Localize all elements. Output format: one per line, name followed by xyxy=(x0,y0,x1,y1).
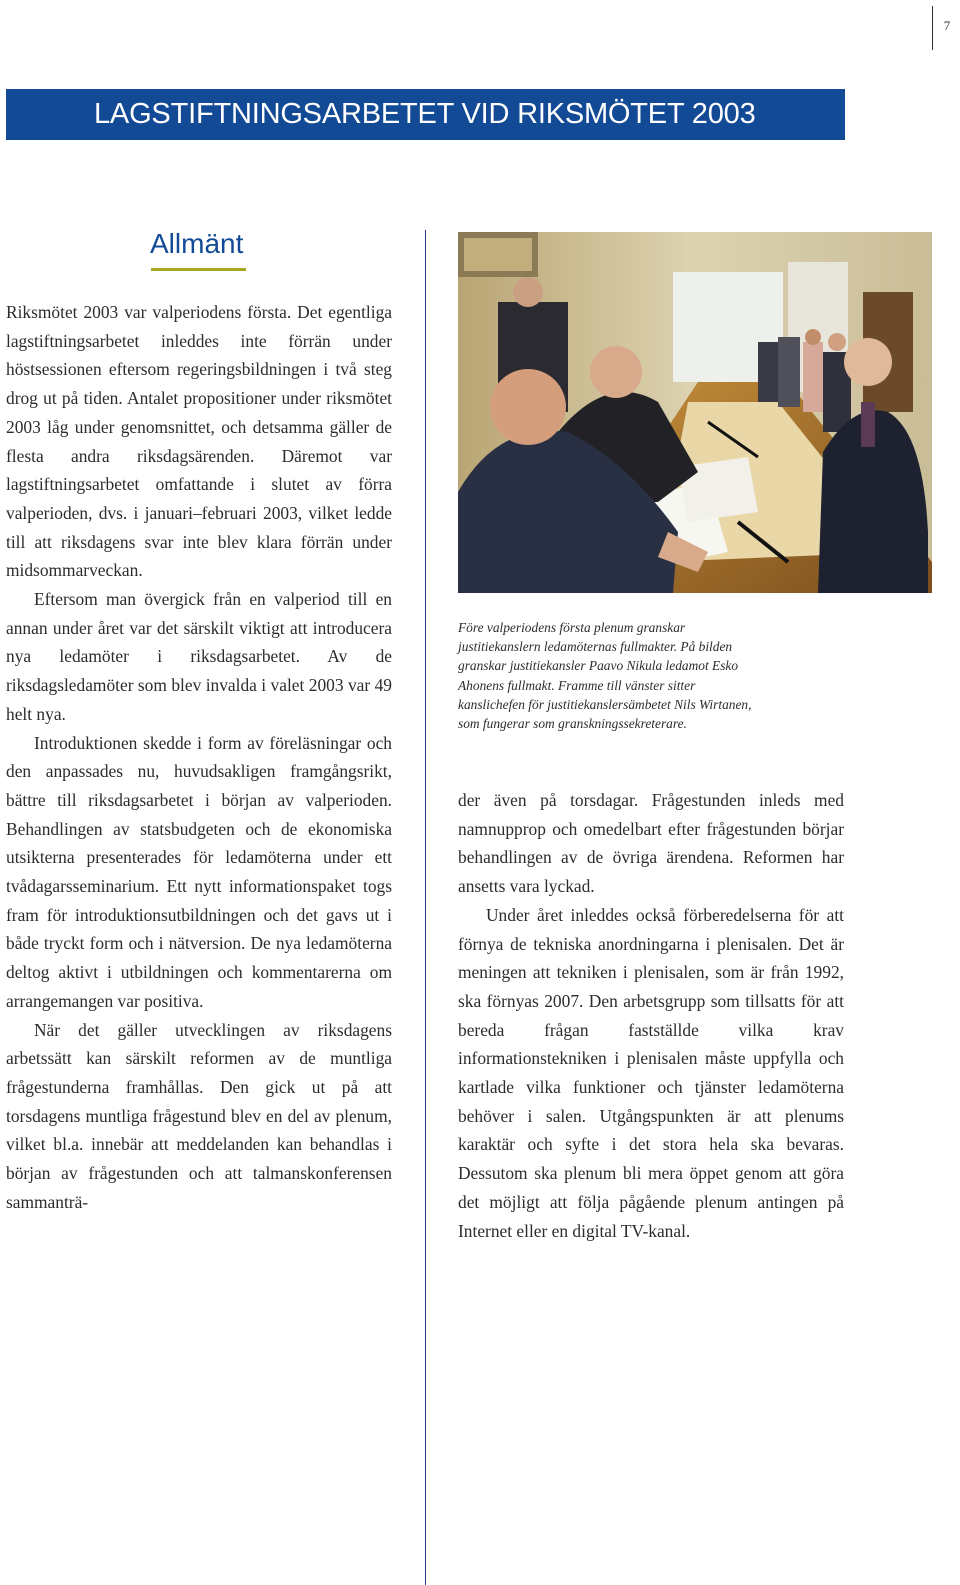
left-column xyxy=(6,298,392,1217)
section-heading: Allmänt xyxy=(150,228,244,259)
caption-line: justitiekanslern ledamöternas fullmakter. På bilden xyxy=(458,639,733,655)
column-divider xyxy=(425,230,426,1585)
photo-illustration xyxy=(458,232,932,593)
title-banner xyxy=(6,89,845,140)
page-number: 7 xyxy=(943,18,951,33)
paragraph: När det gäller utvecklingen av riksdagens arbetssätt kan särskilt reformen av de muntliga frågestunderna framhållas. Den gick ut på att torsdagens muntliga frågestund blev en del av plenum, vilket bl.a. innebär att meddelanden kan behandlas i början av frågestunden och att talmanskonferensen sammanträ- xyxy=(6,1019,392,1212)
right-column xyxy=(458,786,844,1245)
caption-line: kanslichefen för justitiekanslersämbetet Nils Wirtanen, xyxy=(458,696,752,712)
section-heading-underline xyxy=(151,268,246,271)
photo-caption xyxy=(458,618,838,733)
paragraph: Introduktionen skedde i form av föreläsningar och den anpassades nu, huvudsakligen framgångsrikt, bättre till riksdagsarbetet i början av valperioden. Behandlingen av statsbudgeten och de ekonomiska utsikterna presenterades för ledamöterna under ett tvådagarsseminarium. Ett nytt informationspaket togs fram för introduktionsutbildningen och det gavs ut i både tryckt form och i nätversion. De nya ledamöterna deltog aktivt i utbildningen och kommentarerna om arrangemangen var positiva. xyxy=(6,732,392,1011)
page-number-rule xyxy=(932,6,933,50)
photo xyxy=(458,232,932,593)
caption-line: Ahonens fullmakt. Framme till vänster sitter xyxy=(458,677,696,693)
page-title: LAGSTIFTNINGSARBETET VID RIKSMÖTET 2003 xyxy=(94,98,756,130)
paragraph: Eftersom man övergick från en valperiod till en annan under året var det särskilt viktigt att introducera nya ledamöter i riksdagsarbetet. Av de riksdagsledamöter som blev invalda i valet 2003 var 49 helt nya. xyxy=(6,589,392,724)
paragraph: Riksmötet 2003 var valperiodens första. Det egentliga lagstiftningsarbetet inleddes inte förrän under höstsessionen eftersom regeringsbildningen i två steg drog ut på tiden. Antalet propositioner under riksmötet 2003 låg under genomsnittet, och detsamma gäller de flesta andra riksdagsärenden. Däremot var lagstiftningsarbetet omfattande i slutet av förra valperioden, dvs. i januari–februari 2003, vilket ledde till att riksdagens svar inte blev klara förrän under midsommarveckan. xyxy=(6,302,392,581)
caption-line: granskar justitiekansler Paavo Nikula ledamot Esko xyxy=(458,658,739,674)
paragraph: Under året inleddes också förberedelserna för att förnya de tekniska anordningarna i plenisalen. Det är meningen att tekniken i plenisalen, som är från 1992, ska förnyas 2007. Den arbetsgrupp som tillsatts för att bereda frågan fastställde vilka krav informationstekniken i plenisalen måste uppfylla och kartlade vilka funktioner och tjänster ledamöterna behöver i salen. Utgångspunkten är att plenums karaktär och syfte i det stora hela ska bevaras. Dessutom ska plenum bli mera öppet genom att göra det möjligt att följa pågående plenum antingen på Internet eller en digital TV-kanal. xyxy=(458,904,844,1241)
caption-line: som fungerar som granskningssekreterare. xyxy=(458,716,687,732)
caption-line: Före valperiodens första plenum granskar xyxy=(458,620,686,635)
paragraph: der även på torsdagar. Frågestunden inleds med namnupprop och omedelbart efter frågestunden börjar behandlingen av de övriga ärendena. Reformen har ansetts vara lyckad. xyxy=(458,790,844,897)
